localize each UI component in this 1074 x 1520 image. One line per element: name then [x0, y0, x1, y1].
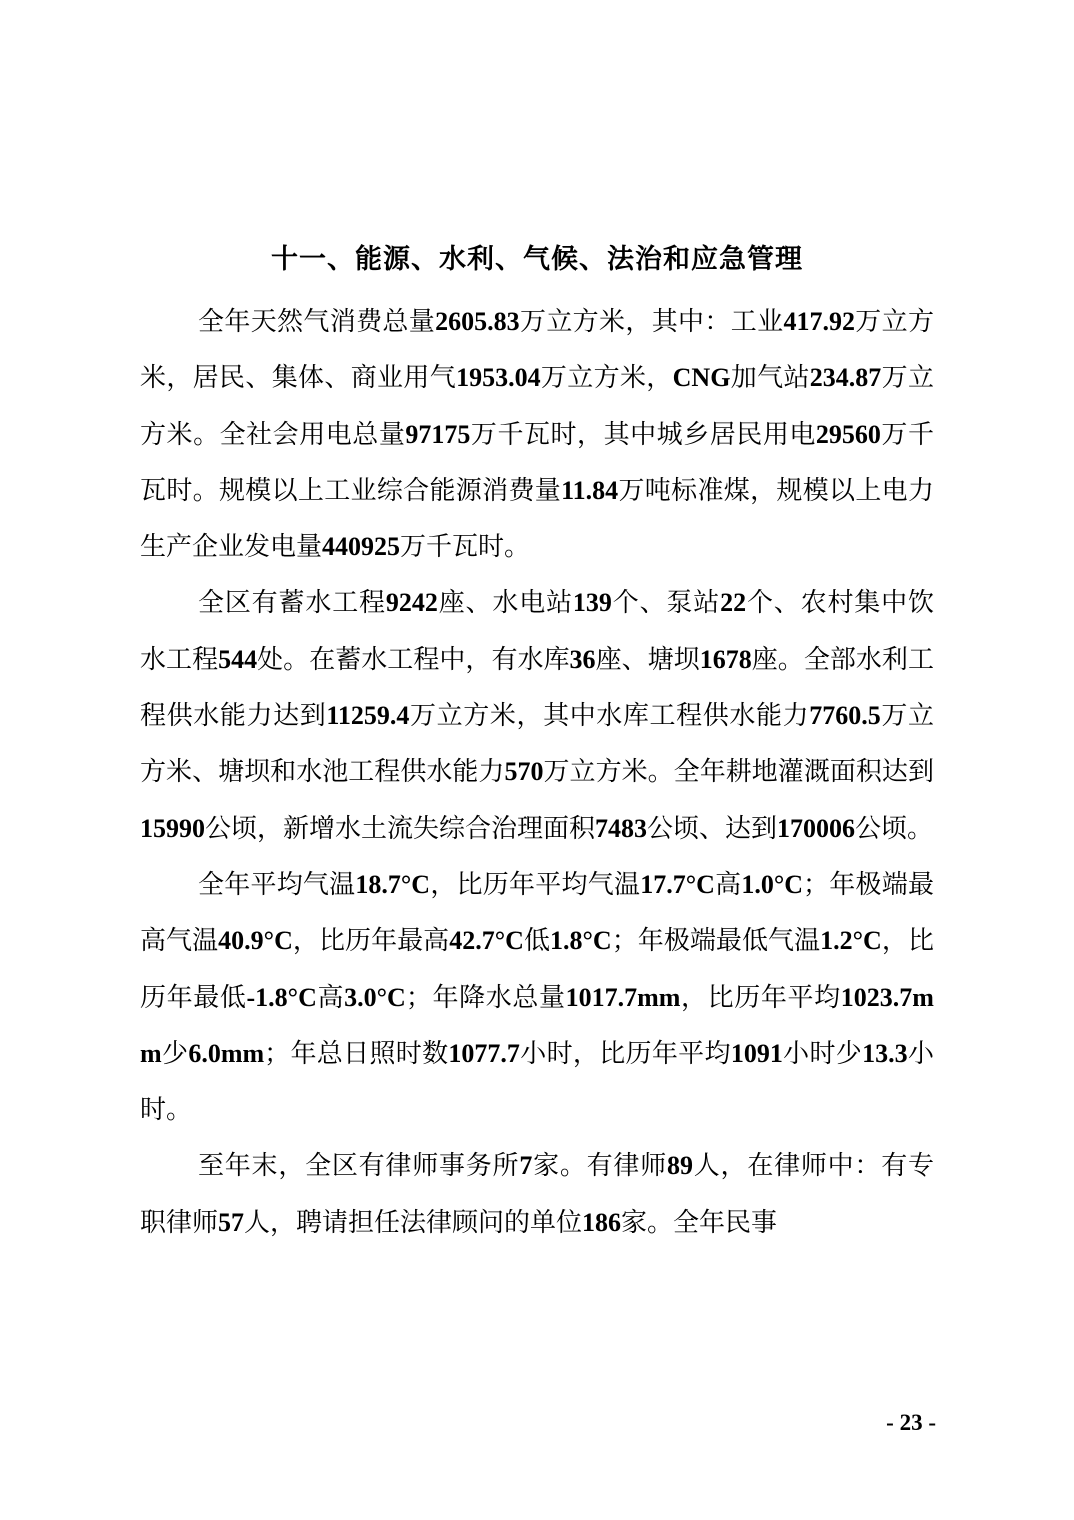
figure-value: 18.7°C: [355, 869, 431, 899]
paragraph: [140, 857, 934, 1138]
text-run: 万立方米，居民、集体、商业用气: [140, 307, 934, 394]
figure-value: 3.0°C: [344, 982, 406, 1012]
figure-value: 6.0mm: [188, 1038, 265, 1068]
text-run: 公顷，新增水土流失综合治理面积: [205, 813, 596, 844]
figure-value: 40.9°C: [218, 926, 293, 956]
text-run: 家。有律师: [532, 1151, 667, 1182]
text-run: 小时少: [782, 1038, 863, 1069]
figure-value: 42.7°C: [449, 926, 524, 956]
figure-value: 17.7°C: [640, 869, 715, 899]
figure-value: 234.87: [809, 363, 882, 393]
text-run: 高: [316, 982, 345, 1013]
text-run: 公顷。: [855, 813, 934, 844]
figure-value: 9242: [385, 588, 438, 618]
text-run: 家。全年民事: [621, 1207, 778, 1238]
text-run: 万立方米、塘坝和水池工程供水能力: [140, 701, 934, 788]
text-run: 万立方米，其中水库工程供水能力: [409, 701, 810, 732]
figure-value: -1.8°C: [246, 982, 317, 1012]
text-run: ，比历年最高: [292, 926, 450, 957]
figure-value: 11259.4: [326, 701, 410, 731]
figure-value: 7483: [595, 813, 648, 843]
figure-value: 1023.7mm: [140, 982, 934, 1068]
text-run: 加气站: [730, 363, 810, 394]
text-run: ，比历年最低: [140, 926, 934, 1013]
text-run: ；年降水总量: [405, 982, 566, 1013]
figure-value: 186: [582, 1207, 622, 1237]
figure-value: 13.3: [862, 1038, 908, 1068]
text-run: 至年末，全区有律师事务所: [198, 1151, 520, 1182]
figure-value: 97175: [405, 419, 471, 449]
text-run: 座、塘坝: [595, 644, 700, 675]
page-number: - 23 -: [886, 1410, 936, 1435]
figure-value: 570: [504, 757, 544, 787]
figure-value: 170006: [777, 813, 856, 843]
text-run: 万吨标准煤，规模以上电力生产企业发电量: [140, 475, 934, 563]
text-run: 万千瓦时。规模以上工业综合能源消费量: [140, 419, 934, 506]
text-run: 座、水电站: [437, 588, 573, 619]
text-run: 个、泵站: [611, 588, 721, 619]
figure-value: 22: [720, 588, 747, 618]
text-run: ；年极端最高气温: [140, 869, 934, 957]
text-run: ；年极端最低气温: [611, 926, 821, 957]
text-run: 小时，比历年平均: [519, 1038, 731, 1069]
text-run: 万千瓦时。: [400, 532, 531, 563]
paragraph: [140, 1138, 934, 1251]
figure-value: 1.8°C: [550, 926, 612, 956]
figure-value: 1091: [730, 1038, 783, 1068]
figure-value: 1017.7mm: [565, 982, 681, 1012]
text-run: 人，在律师中：有专职律师: [140, 1151, 934, 1238]
figure-value: CNG: [672, 363, 731, 393]
figure-value: 7: [519, 1151, 533, 1181]
text-run: 高: [714, 869, 742, 900]
text-run: 个、农村集中饮水工程: [140, 588, 934, 675]
text-run: 全年天然气消费总量: [198, 307, 436, 337]
text-run: 座。全部水利工程供水能力达到: [140, 644, 934, 732]
figure-value: 57: [218, 1207, 245, 1237]
text-run: ；年总日照时数: [264, 1038, 449, 1069]
figure-value: 11.84: [561, 475, 619, 505]
figure-value: 544: [218, 644, 258, 674]
text-run: 低: [523, 926, 551, 957]
text-run: 全年平均气温: [198, 869, 356, 900]
figure-value: 36: [569, 644, 596, 674]
figure-value: 440925: [322, 532, 401, 562]
document-body: [140, 294, 934, 1251]
figure-value: 1.2°C: [820, 926, 882, 956]
figure-value: 1953.04: [456, 363, 541, 393]
figure-value: 2605.83: [435, 307, 520, 336]
text-run: 人，聘请担任法律顾问的单位: [244, 1207, 583, 1238]
figure-value: 139: [572, 588, 612, 618]
figure-value: 29560: [815, 419, 881, 449]
paragraph: [140, 294, 934, 575]
paragraph: [140, 575, 934, 856]
figure-value: 89: [667, 1151, 693, 1181]
text-run: 万立方米。全社会用电总量: [140, 363, 934, 450]
figure-value: 15990: [140, 813, 205, 843]
section-title: 十一、能源、水利、气候、法治和应急管理: [271, 244, 803, 275]
figure-value: 1077.7: [448, 1038, 520, 1068]
figure-value: 7760.5: [809, 701, 881, 731]
text-run: 少: [161, 1038, 189, 1069]
figure-value: 1678: [699, 644, 752, 674]
text-run: 全区有蓄水工程: [198, 588, 386, 619]
figure-value: 417.92: [783, 307, 855, 336]
text-run: ，比历年平均: [680, 982, 841, 1013]
text-run: 万千瓦时，其中城乡居民用电: [470, 419, 816, 450]
text-run: 公顷、达到: [647, 813, 778, 844]
figure-value: 1.0°C: [741, 869, 804, 899]
text-run: 万立方米，其中：工业: [519, 307, 784, 337]
text-run: 处。在蓄水工程中，有水库: [257, 644, 570, 675]
text-run: 小时。: [140, 1038, 934, 1126]
text-run: ，比历年平均气温: [430, 869, 641, 900]
text-run: 万立方米。全年耕地灌溉面积达到: [543, 757, 934, 788]
text-run: 万立方米，: [540, 363, 673, 394]
